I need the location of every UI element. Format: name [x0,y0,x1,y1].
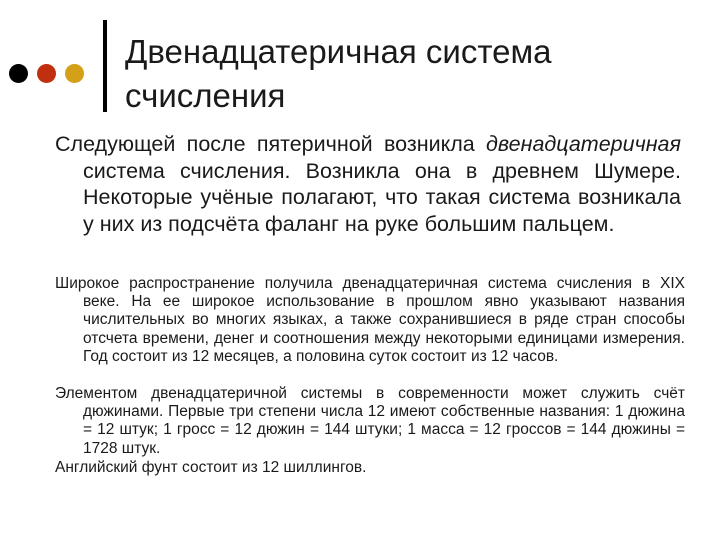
paragraph-origin [55,131,681,237]
paragraph-origin-text-start: Следующей после пятеричной возникла [55,132,487,156]
paragraph-pound: Английский фунт состоит из 12 шиллингов. [55,459,367,476]
slide-title: Двенадцатеричная система счисления [125,33,552,114]
black-dot-icon [9,64,28,83]
bullet-dots-decoration [9,64,84,84]
gold-dot-icon [65,64,84,83]
red-dot-icon [37,64,56,83]
paragraph-dozens: Элементом двенадцатеричной системы в современности может служить счёт дюжинами. Первые три степени числа 12 имеют собственные названия: 1 дюжина = 12 штук; 1 гросс = 12 дюжин = 144 штуки; 1 масса = 12 гроссов = 144 дюжины = 1728 штук. [55,385,685,457]
paragraph-origin-text-end: система счисления. Возникла она в древнем Шумере. Некоторые учёные полагают, что такая система возникала у них из подсчёта фаланг на руке большим пальцем. [83,158,681,236]
paragraph-spread: Широкое распространение получила двенадцатеричная система счисления в XIX веке. На ее широкое использование в прошлом явно указывают названия числительных во многих языках, а также сохранившиеся в ряде стран способы отсчета времени, денег и соотношения между некоторыми единицами измерения. Год состоит из 12 месяцев, а половина суток состоит из 12 часов. [55,275,685,365]
title-divider [103,20,107,112]
paragraph-origin-emphasis: двенадцатеричная [486,132,681,156]
